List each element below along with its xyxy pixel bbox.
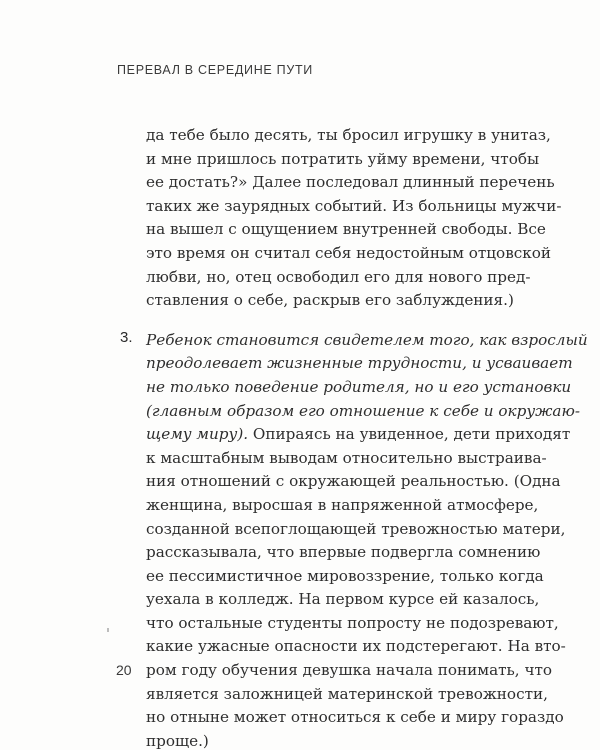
text-line: что остальные студенты попросту не подозревают, (146, 613, 559, 632)
text-line: ния отношений с окружающей реальностью. (Одна (146, 472, 561, 491)
text-line: созданной всепоглощающей тревожностью матери, (146, 519, 566, 538)
text-line: любви, но, отец освободил его для нового пред- (146, 267, 531, 286)
margin-mark (107, 628, 109, 632)
text-line: какие ужасные опасности их подстерегают. На вто- (146, 637, 566, 656)
paragraph-continuation (146, 124, 562, 313)
text-line: таких же заурядных событий. Из больницы мужчи- (146, 196, 562, 215)
text-line: и мне пришлось потратить уйму времени, чтобы (146, 149, 540, 168)
text-line: ром году обучения девушка начала понимать, что (146, 661, 553, 680)
italic-line: не только поведение родителя, но и его установки (146, 377, 572, 396)
text-line: женщина, выросшая в напряженной атмосфере, (146, 495, 539, 514)
text-line: проще.) (146, 731, 209, 750)
mixed-line (146, 423, 571, 447)
regular-fragment: Опираясь на увиденное, дети приходят (248, 425, 571, 444)
text-line: рассказывала, что впервые подвергла сомнению (146, 543, 541, 562)
page-number: 20 (116, 662, 132, 678)
text-line: уехала в колледж. На первом курсе ей казалось, (146, 590, 540, 609)
running-head: ПЕРЕВАЛ В СЕРЕДИНЕ ПУТИ (117, 63, 313, 77)
text-line: ее достать?» Далее последовал длинный перечень (146, 173, 555, 192)
text-line: к масштабным выводам относительно выстраива- (146, 448, 547, 467)
text-line: это время он считал себя недостойным отцовской (146, 243, 552, 262)
italic-fragment: щему миру). (146, 425, 249, 444)
paragraph-spacer (146, 313, 498, 329)
text-line: ее пессимистичное мировоззрение, только когда (146, 566, 544, 585)
list-number: 3. (120, 328, 133, 346)
italic-line: Ребенок становится свидетелем того, как взрослый (146, 330, 588, 349)
text-line: да тебе было десять, ты бросил игрушку в унитаз, (146, 126, 551, 144)
text-line: является заложницей материнской тревожности, (146, 684, 548, 703)
italic-line: (главным образом его отношение к себе и окружаю- (146, 401, 580, 420)
text-line: на вышел с ощущением внутренней свободы. Все (146, 220, 546, 239)
text-line: ставления о себе, раскрыв его заблуждения.) (146, 291, 514, 310)
italic-line: преодолевает жизненные трудности, и усваивает (146, 354, 573, 373)
text-line: но отныне может относиться к себе и миру гораздо (146, 708, 564, 727)
